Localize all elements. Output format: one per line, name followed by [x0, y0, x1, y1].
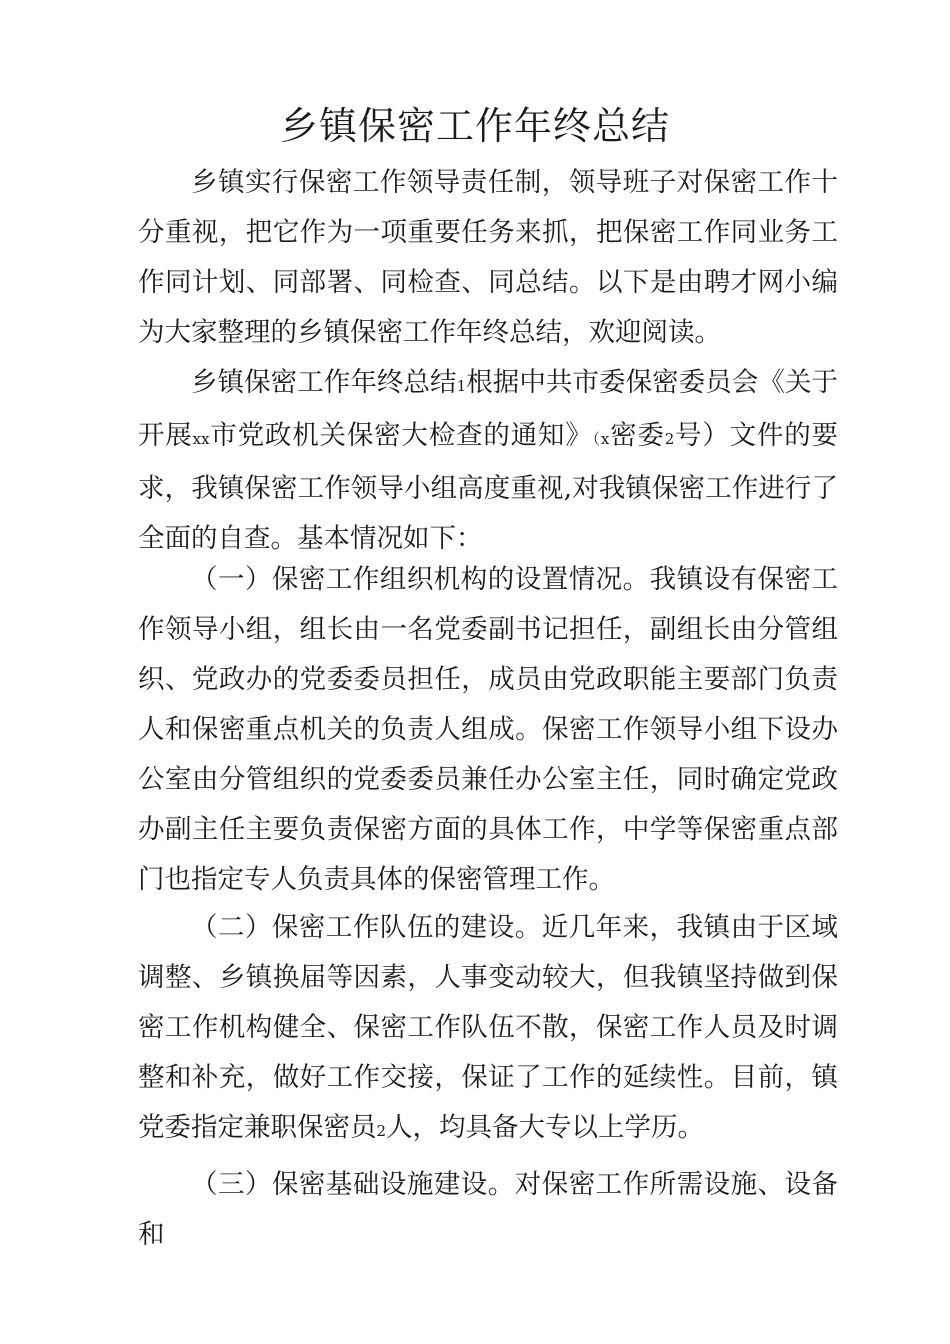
- text-run: 乡镇保密工作年终总结: [191, 367, 457, 398]
- paragraph-intro-text: 乡镇实行保密工作领导责任制，领导班子对保密工作十分重视，把它作为一项重要任务来抓，把保密工作同业务工作同计划、同部署、同检查、同总结。以下是由聘才网小编为大家整理的乡镇保密工作年终总结，欢迎阅读。: [138, 167, 838, 348]
- paragraph-section-3-text: （三）保密基础设施建设。对保密工作所需设施、设备和: [138, 1169, 838, 1250]
- paragraph-intro: [138, 158, 838, 358]
- text-run: （二）保密工作队伍的建设。近几年来，我镇由于区域调整、乡镇换届等因素，人事变动较大，但我镇坚持做到保密工作机构健全、保密工作队伍不散，保密工作人员及时调整和补充，做好工作交接，保证了工作的延续性。目前，镇党委指定兼职保密员: [138, 912, 838, 1143]
- paragraph-summary-1: [138, 358, 838, 564]
- number-run: 1: [456, 377, 467, 395]
- number-run: xx: [192, 430, 210, 448]
- paragraph-section-2: [138, 903, 838, 1156]
- paragraph-section-1: [138, 555, 838, 905]
- number-run: （x: [592, 430, 610, 448]
- text-run: 密委: [609, 420, 665, 451]
- text-run: 市党政机关保密大检查的通知》: [209, 420, 593, 451]
- text-run: 号）文件的要求，我镇保密工作领导小组高度重视,对我镇保密工作进行了全面的自查。基本情况如下：: [138, 420, 839, 554]
- paragraph-section-1-text: （一）保密工作组织机构的设置情况。我镇设有保密工作领导小组，组长由一名党委副书记担任，副组长由分管组织、党政办的党委委员担任，成员由党政职能主要部门负责人和保密重点机关的负责人组成。保密工作领导小组下设办公室由分管组织的党委委员兼任办公室主任，同时确定党政办副主任主要负责保密方面的具体工作，中学等保密重点部门也指定专人负责具体的保密管理工作。: [138, 564, 838, 895]
- document-title: 乡镇保密工作年终总结: [279, 104, 670, 148]
- text-run: 人，均具备大专以上学历。: [386, 1112, 705, 1143]
- paragraph-section-3: [138, 1160, 838, 1260]
- number-run: 2: [376, 1122, 387, 1140]
- number-run: 2: [664, 430, 675, 448]
- text-run: 根据中共市委保密委员会《关于开展: [138, 367, 839, 451]
- paragraph-section-2-text: [138, 903, 838, 1156]
- paragraph-summary-1-text: [138, 358, 838, 564]
